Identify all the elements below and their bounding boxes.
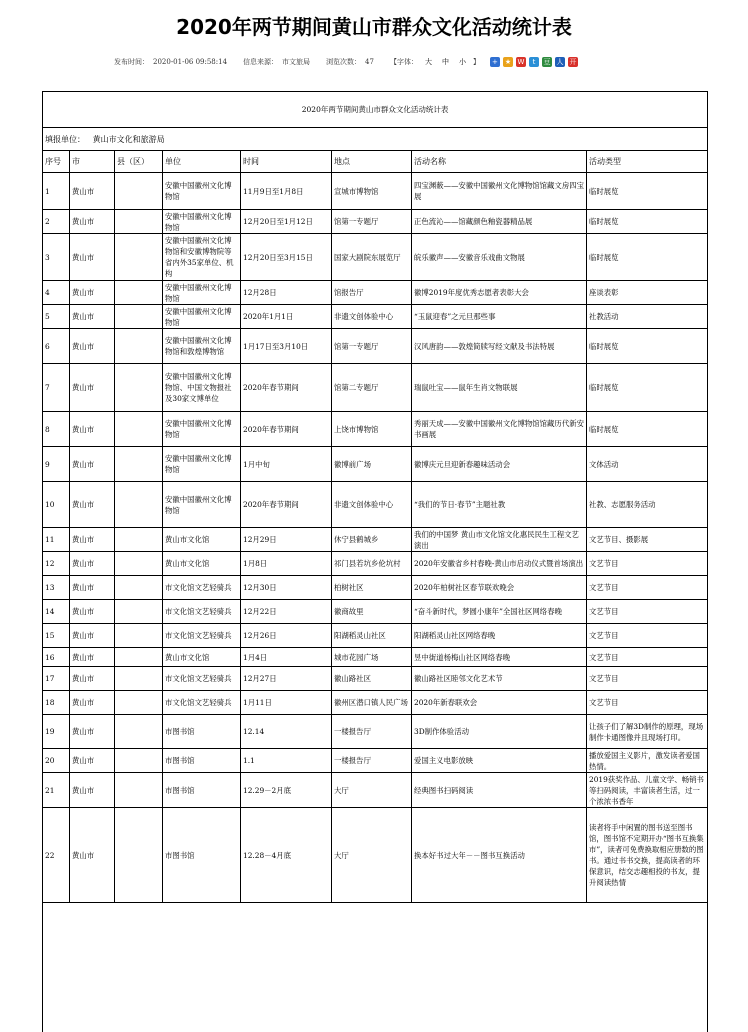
table-row [43,600,708,624]
row-activity-name: 秀丽天成——安徽中国徽州文化博物馆馆藏历代新安书画展 [412,412,587,447]
row-activity-name: 我们的中国梦 黄山市文化馆文化惠民民生工程文艺演出 [412,528,587,552]
row-time: 12月22日 [241,600,332,624]
row-place: 馆第一专题厅 [332,329,412,364]
activity-table [42,91,708,903]
row-number: 20 [43,749,70,773]
row-number: 16 [43,648,70,667]
row-activity-name: 3D制作体验活动 [412,715,587,749]
row-number: 7 [43,364,70,412]
row-activity-type: 文艺节目 [587,667,708,691]
row-city: 黄山市 [70,329,115,364]
row-unit: 安徽中国徽州文化博物馆和安徽博物院等省内外35家单位、机构 [163,234,241,281]
table-row [43,648,708,667]
row-number: 13 [43,576,70,600]
row-activity-name: “玉鼠迎春”之元旦那些事 [412,305,587,329]
col-header-place: 地点 [332,151,412,173]
row-unit: 市文化馆文艺轻骑兵 [163,624,241,648]
publish-time: 2020-01-06 09:58:14 [153,58,228,66]
row-number: 3 [43,234,70,281]
row-county [115,329,163,364]
table-row [43,691,708,715]
col-header-county: 县（区） [115,151,163,173]
row-number: 6 [43,329,70,364]
row-city: 黄山市 [70,624,115,648]
table-row [43,173,708,210]
row-time: 11月9日至1月8日 [241,173,332,210]
row-number: 11 [43,528,70,552]
row-county [115,691,163,715]
share-douban-icon[interactable]: 豆 [543,58,551,66]
row-number: 14 [43,600,70,624]
row-activity-type: 让孩子们了解3D制作的原理，现场制作卡通图像并且现场打印。 [587,715,708,749]
row-activity-name: “奋斗新时代，梦圆小康年”全国社区网络春晚 [412,600,587,624]
row-number: 9 [43,447,70,482]
row-unit: 安徽中国徽州文化博物馆 [163,482,241,528]
row-city: 黄山市 [70,576,115,600]
col-header-activity: 活动名称 [412,151,587,173]
row-activity-type: 临时展览 [587,234,708,281]
table-row [43,329,708,364]
publish-label: 发布时间： [114,58,149,66]
row-place: 徽山路社区 [332,667,412,691]
share-renren-icon[interactable]: 人 [556,58,564,66]
table-title: 2020年两节期间黄山市群众文化活动统计表 [43,92,708,128]
row-time: 1月17日至3月10日 [241,329,332,364]
row-time: 12月20日至3月15日 [241,234,332,281]
row-place: 一楼报告厅 [332,715,412,749]
row-county [115,576,163,600]
row-time: 1.1 [241,749,332,773]
share-kaixin-icon[interactable]: 开 [569,58,577,66]
row-county [115,234,163,281]
row-county [115,210,163,234]
table-row [43,576,708,600]
row-activity-name: 瑞鼠吐宝——鼠年生肖文物联展 [412,364,587,412]
row-unit: 安徽中国徽州文化博物馆 [163,412,241,447]
row-time: 1月8日 [241,552,332,576]
row-city: 黄山市 [70,447,115,482]
row-county [115,528,163,552]
fill-unit: 黄山市文化和旅游局 [92,134,165,144]
row-activity-name: 爱国主义电影放映 [412,749,587,773]
row-place: 徽州区潜口镇人民广场 [332,691,412,715]
row-activity-name: 徽博庆元旦迎新春趣味活动会 [412,447,587,482]
table-row [43,234,708,281]
row-unit: 市文化馆文艺轻骑兵 [163,691,241,715]
font-medium-link[interactable]: 中 [441,58,449,66]
row-activity-type: 临时展览 [587,210,708,234]
row-city: 黄山市 [70,210,115,234]
row-unit: 市文化馆文艺轻骑兵 [163,667,241,691]
row-activity-type: 读者将手中闲置的图书送至图书馆，图书馆不定期开办“图书互换集市”，读者可免费换取相应册数的图书。通过书书交换，提高读者的环保意识，结交志趣相投的书友，提升阅读热情 [587,808,708,903]
table-row [43,447,708,482]
font-size-close: 】 [472,58,480,66]
row-activity-name: 2020年新春联欢会 [412,691,587,715]
row-unit: 黄山市文化馆 [163,528,241,552]
row-county [115,173,163,210]
row-city: 黄山市 [70,234,115,281]
share-plus-icon[interactable]: + [490,57,500,67]
row-activity-name: 2020年安徽省乡村春晚-黄山市启动仪式暨首场演出 [412,552,587,576]
row-place: 大厅 [332,808,412,903]
share-icons [490,57,578,67]
row-number: 5 [43,305,70,329]
row-time: 12.14 [241,715,332,749]
row-number: 10 [43,482,70,528]
row-county [115,715,163,749]
row-city: 黄山市 [70,691,115,715]
row-activity-type: 临时展览 [587,412,708,447]
table-row [43,364,708,412]
row-county [115,305,163,329]
row-number: 12 [43,552,70,576]
row-time: 12月27日 [241,667,332,691]
row-place: 国家大剧院东展览厅 [332,234,412,281]
row-city: 黄山市 [70,305,115,329]
table-row [43,715,708,749]
row-place: 休宁县鹤城乡 [332,528,412,552]
row-number: 8 [43,412,70,447]
row-unit: 黄山市文化馆 [163,552,241,576]
row-activity-name: 昱中街道杨梅山社区网络春晚 [412,648,587,667]
row-activity-type: 文艺节目 [587,600,708,624]
row-place: 馆报告厅 [332,281,412,305]
article-meta [114,57,578,67]
row-number: 1 [43,173,70,210]
row-city: 黄山市 [70,667,115,691]
row-unit: 市文化馆文艺轻骑兵 [163,600,241,624]
row-activity-name: 四宝渊薮——安徽中国徽州文化博物馆馆藏文房四宝展 [412,173,587,210]
row-activity-type: 临时展览 [587,364,708,412]
row-number: 18 [43,691,70,715]
row-place: 城市花园广场 [332,648,412,667]
row-unit: 市图书馆 [163,808,241,903]
row-activity-name: 徽博2019年度优秀志愿者表彰大会 [412,281,587,305]
row-activity-type: 文艺节目 [587,691,708,715]
row-unit: 安徽中国徽州文化博物馆 [163,210,241,234]
row-unit: 市图书馆 [163,715,241,749]
row-place: 非遗文创体验中心 [332,305,412,329]
header-row [43,151,708,173]
page-title: 2020年两节期间黄山市群众文化活动统计表 [176,15,572,39]
row-time: 2020年春节期间 [241,364,332,412]
row-time: 12月26日 [241,624,332,648]
row-county [115,482,163,528]
source-label: 信息来源： [243,58,279,66]
row-activity-name: “我们的节日·春节”主题社教 [412,482,587,528]
share-qzone-icon[interactable]: ★ [504,58,512,66]
row-activity-type: 文艺节目 [587,576,708,600]
source-value: 市文旅局 [282,58,311,66]
table-row [43,210,708,234]
row-time: 12.28－4月底 [241,808,332,903]
row-time: 2020年春节期间 [241,482,332,528]
row-place: 大厅 [332,773,412,808]
row-unit: 安徽中国徽州文化博物馆、中国文物报社及30家文博单位 [163,364,241,412]
row-county [115,364,163,412]
row-time: 12月20日至1月12日 [241,210,332,234]
row-number: 22 [43,808,70,903]
table-row [43,412,708,447]
row-county [115,808,163,903]
row-activity-type: 2019获奖作品、儿童文学、畅销书等扫码阅读，丰富读者生活，过一个浓浓书香年 [587,773,708,808]
row-activity-name: 徽山路社区睦邻文化艺术节 [412,667,587,691]
row-activity-name: 皖乐徽声——安徽音乐戏曲文物展 [412,234,587,281]
row-activity-type: 临时展览 [587,329,708,364]
row-activity-type: 临时展览 [587,173,708,210]
row-place: 宣城市博物馆 [332,173,412,210]
row-activity-type: 播放爱国主义影片，激发读者爱国热情。 [587,749,708,773]
table-row [43,528,708,552]
col-header-time: 时间 [241,151,332,173]
table-row [43,749,708,773]
row-city: 黄山市 [70,528,115,552]
row-activity-type: 社教活动 [587,305,708,329]
table-row [43,305,708,329]
row-city: 黄山市 [70,808,115,903]
share-weibo-icon[interactable]: W [517,58,525,66]
font-large-link[interactable]: 大 [424,58,432,66]
row-city: 黄山市 [70,715,115,749]
row-county [115,773,163,808]
fill-label: 填报单位： [45,134,85,144]
row-place: 馆第一专题厅 [332,210,412,234]
share-tencent-icon[interactable]: t [529,57,539,67]
row-place: 非遗文创体验中心 [332,482,412,528]
table-row [43,281,708,305]
row-activity-name: 2020年柏树社区春节联欢晚会 [412,576,587,600]
row-county [115,600,163,624]
row-number: 19 [43,715,70,749]
row-activity-type: 座谈表彰 [587,281,708,305]
col-header-no: 序号 [43,151,70,173]
row-activity-name: 正色流沁——馆藏颜色釉瓷器精品展 [412,210,587,234]
row-city: 黄山市 [70,648,115,667]
row-time: 12月28日 [241,281,332,305]
row-place: 徽商故里 [332,600,412,624]
row-unit: 安徽中国徽州文化博物馆 [163,173,241,210]
row-activity-name: 经典图书扫码阅读 [412,773,587,808]
table-row [43,552,708,576]
row-activity-name: 换本好书过大年－－图书互换活动 [412,808,587,903]
row-time: 2020年1月1日 [241,305,332,329]
row-number: 4 [43,281,70,305]
col-header-city: 市 [70,151,115,173]
row-city: 黄山市 [70,482,115,528]
row-place: 阳湖稻灵山社区 [332,624,412,648]
row-city: 黄山市 [70,600,115,624]
row-time: 1月中旬 [241,447,332,482]
table-row [43,624,708,648]
row-time: 2020年春节期间 [241,412,332,447]
col-header-type: 活动类型 [587,151,708,173]
row-city: 黄山市 [70,281,115,305]
row-place: 徽博前广场 [332,447,412,482]
row-activity-type: 文体活动 [587,447,708,482]
row-city: 黄山市 [70,412,115,447]
row-unit: 安徽中国徽州文化博物馆 [163,305,241,329]
views-count: 47 [365,58,374,66]
row-unit: 安徽中国徽州文化博物馆 [163,281,241,305]
row-county [115,749,163,773]
row-time: 12月30日 [241,576,332,600]
row-unit: 市图书馆 [163,773,241,808]
row-activity-type: 文艺节目、摄影展 [587,528,708,552]
row-unit: 安徽中国徽州文化博物馆 [163,447,241,482]
row-city: 黄山市 [70,173,115,210]
row-number: 17 [43,667,70,691]
row-activity-name: 阳湖稻灵山社区网络春晚 [412,624,587,648]
row-number: 15 [43,624,70,648]
row-place: 祁门县若坑乡伦坑村 [332,552,412,576]
row-unit: 市文化馆文艺轻骑兵 [163,576,241,600]
col-header-unit: 单位 [163,151,241,173]
row-place: 柏树社区 [332,576,412,600]
row-county [115,281,163,305]
table-row [43,808,708,903]
row-county [115,624,163,648]
row-city: 黄山市 [70,749,115,773]
row-time: 12.29－2月底 [241,773,332,808]
row-time: 1月4日 [241,648,332,667]
font-size-label: 【字体： [389,58,418,66]
views-label: 浏览次数： [326,58,362,66]
row-county [115,447,163,482]
fill-unit-row [43,128,708,151]
row-activity-type: 文艺节目 [587,648,708,667]
table-row [43,773,708,808]
row-place: 上饶市博物馆 [332,412,412,447]
row-activity-type: 社教、志愿服务活动 [587,482,708,528]
table-row [43,667,708,691]
row-city: 黄山市 [70,773,115,808]
table-row [43,482,708,528]
row-unit: 黄山市文化馆 [163,648,241,667]
row-county [115,667,163,691]
row-city: 黄山市 [70,552,115,576]
row-time: 12月29日 [241,528,332,552]
row-activity-type: 文艺节目 [587,624,708,648]
row-unit: 安徽中国徽州文化博物馆和敦煌博物馆 [163,329,241,364]
row-county [115,412,163,447]
row-place: 馆第二专题厅 [332,364,412,412]
row-unit: 市图书馆 [163,749,241,773]
row-county [115,552,163,576]
row-activity-type: 文艺节目 [587,552,708,576]
font-small-link[interactable]: 小 [458,58,466,66]
row-activity-name: 汉风唐韵——敦煌简牍写经文献及书法特展 [412,329,587,364]
row-county [115,648,163,667]
row-number: 21 [43,773,70,808]
row-time: 1月11日 [241,691,332,715]
row-city: 黄山市 [70,364,115,412]
row-place: 一楼报告厅 [332,749,412,773]
row-number: 2 [43,210,70,234]
